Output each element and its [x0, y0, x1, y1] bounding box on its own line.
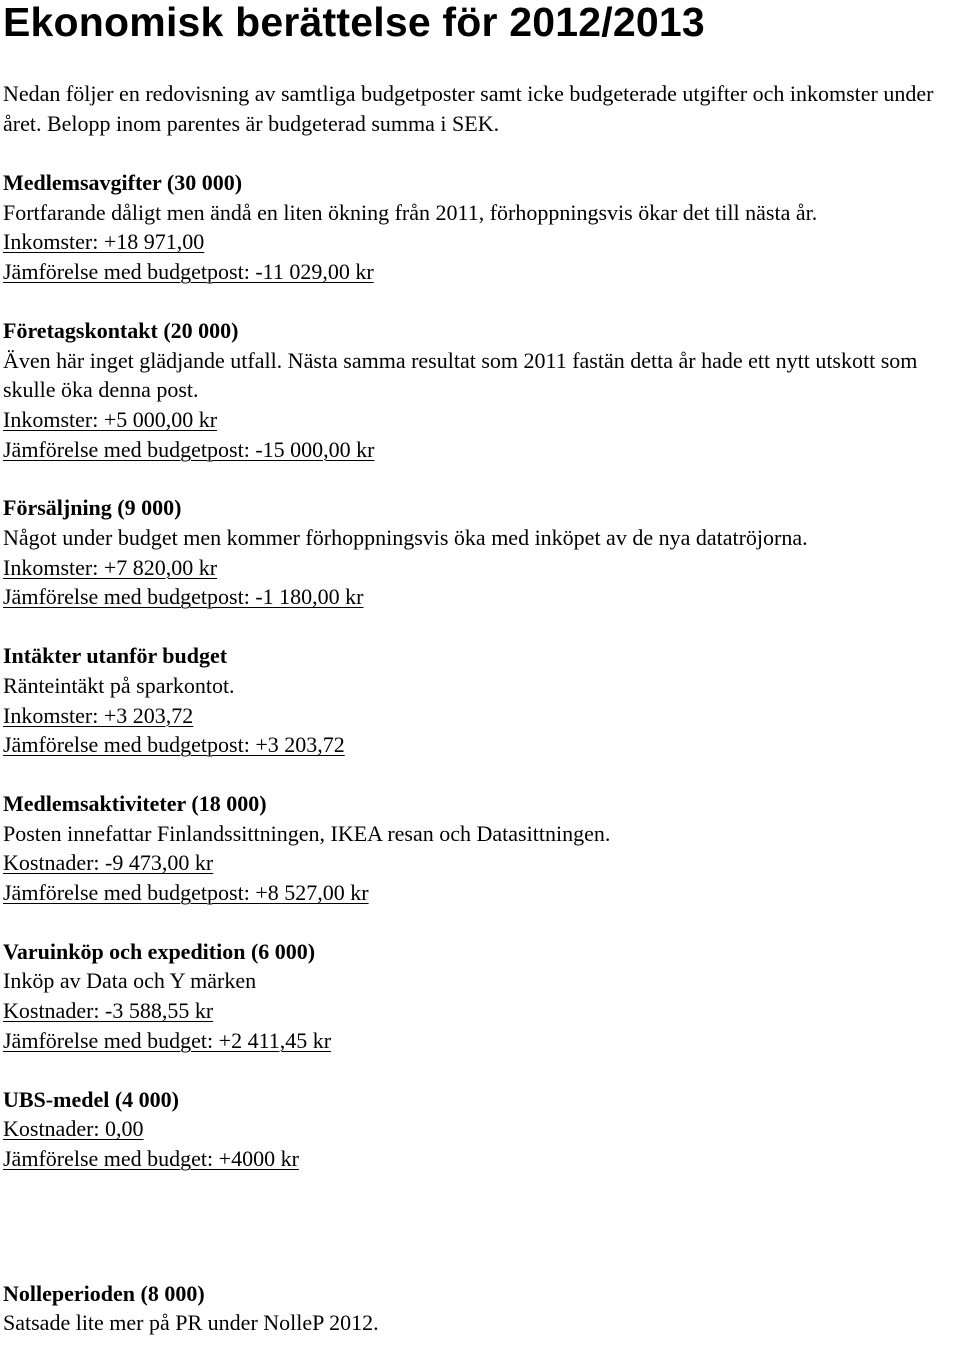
- section-heading: Nolleperioden (8 000): [3, 1280, 205, 1306]
- section-amount: Inkomster: +3 203,72: [3, 702, 194, 728]
- section-nolleperioden: [3, 1279, 957, 1338]
- section-text: Inköp av Data och Y märken: [3, 968, 257, 994]
- section-text: Något under budget men kommer förhoppningsvis öka med inköpet av de nya datatröjorna.: [3, 525, 808, 551]
- section-comparison: Jämförelse med budget: +4000 kr: [3, 1145, 299, 1171]
- section-amount: Kostnader: -3 588,55 kr: [3, 998, 214, 1024]
- section-heading: UBS-medel (4 000): [3, 1086, 179, 1112]
- document-title: Ekonomisk berättelse för 2012/2013: [3, 0, 705, 45]
- section-heading: Försäljning (9 000): [3, 495, 182, 521]
- document-page: [3, 0, 957, 1338]
- intro-paragraph: Nedan följer en redovisning av samtliga budgetposter samt icke budgeterade utgifter och inkomster under året. Belopp inom parentes är budgeterad summa i SEK.: [3, 81, 934, 136]
- section-medlemsavgifter: [3, 168, 957, 287]
- section-text: Posten innefattar Finlandssittningen, IKEA resan och Datasittningen.: [3, 820, 611, 846]
- section-forsaljning: [3, 493, 957, 612]
- section-heading: Intäkter utanför budget: [3, 643, 228, 669]
- section-amount: Inkomster: +18 971,00: [3, 229, 205, 255]
- section-comparison: Jämförelse med budgetpost: -1 180,00 kr: [3, 584, 364, 610]
- section-comparison: Jämförelse med budgetpost: -11 029,00 kr: [3, 259, 374, 285]
- section-heading: Medlemsavgifter (30 000): [3, 170, 243, 195]
- section-text: Ränteintäkt på sparkontot.: [3, 672, 235, 698]
- section-comparison: Jämförelse med budgetpost: +8 527,00 kr: [3, 880, 369, 906]
- section-text: Fortfarande dåligt men ändå en liten ökning från 2011, förhoppningsvis ökar det till nästa år.: [3, 199, 818, 225]
- section-amount: Inkomster: +7 820,00 kr: [3, 554, 218, 580]
- section-amount: Kostnader: 0,00: [3, 1116, 144, 1142]
- section-amount: Inkomster: +5 000,00 kr: [3, 406, 218, 432]
- section-text: Satsade lite mer på PR under NolleP 2012.: [3, 1310, 379, 1336]
- section-heading: Medlemsaktiviteter (18 000): [3, 790, 267, 816]
- section-comparison: Jämförelse med budget: +2 411,45 kr: [3, 1027, 332, 1053]
- section-heading: Företagskontakt (20 000): [3, 317, 239, 343]
- section-text: Även här inget glädjande utfall. Nästa samma resultat som 2011 fastän detta år hade ett nytt utskott som skulle öka denna post.: [3, 347, 918, 403]
- section-amount: Kostnader: -9 473,00 kr: [3, 850, 214, 876]
- section-ubs-medel: [3, 1085, 957, 1174]
- section-foretagskontakt: [3, 316, 957, 465]
- section-medlemsaktiviteter: [3, 789, 957, 908]
- section-intakter-utanfor-budget: [3, 641, 957, 760]
- section-varuinkop-och-expedition: [3, 937, 957, 1056]
- section-heading: Varuinköp och expedition (6 000): [3, 938, 316, 964]
- section-comparison: Jämförelse med budgetpost: +3 203,72: [3, 732, 345, 758]
- section-comparison: Jämförelse med budgetpost: -15 000,00 kr: [3, 436, 375, 462]
